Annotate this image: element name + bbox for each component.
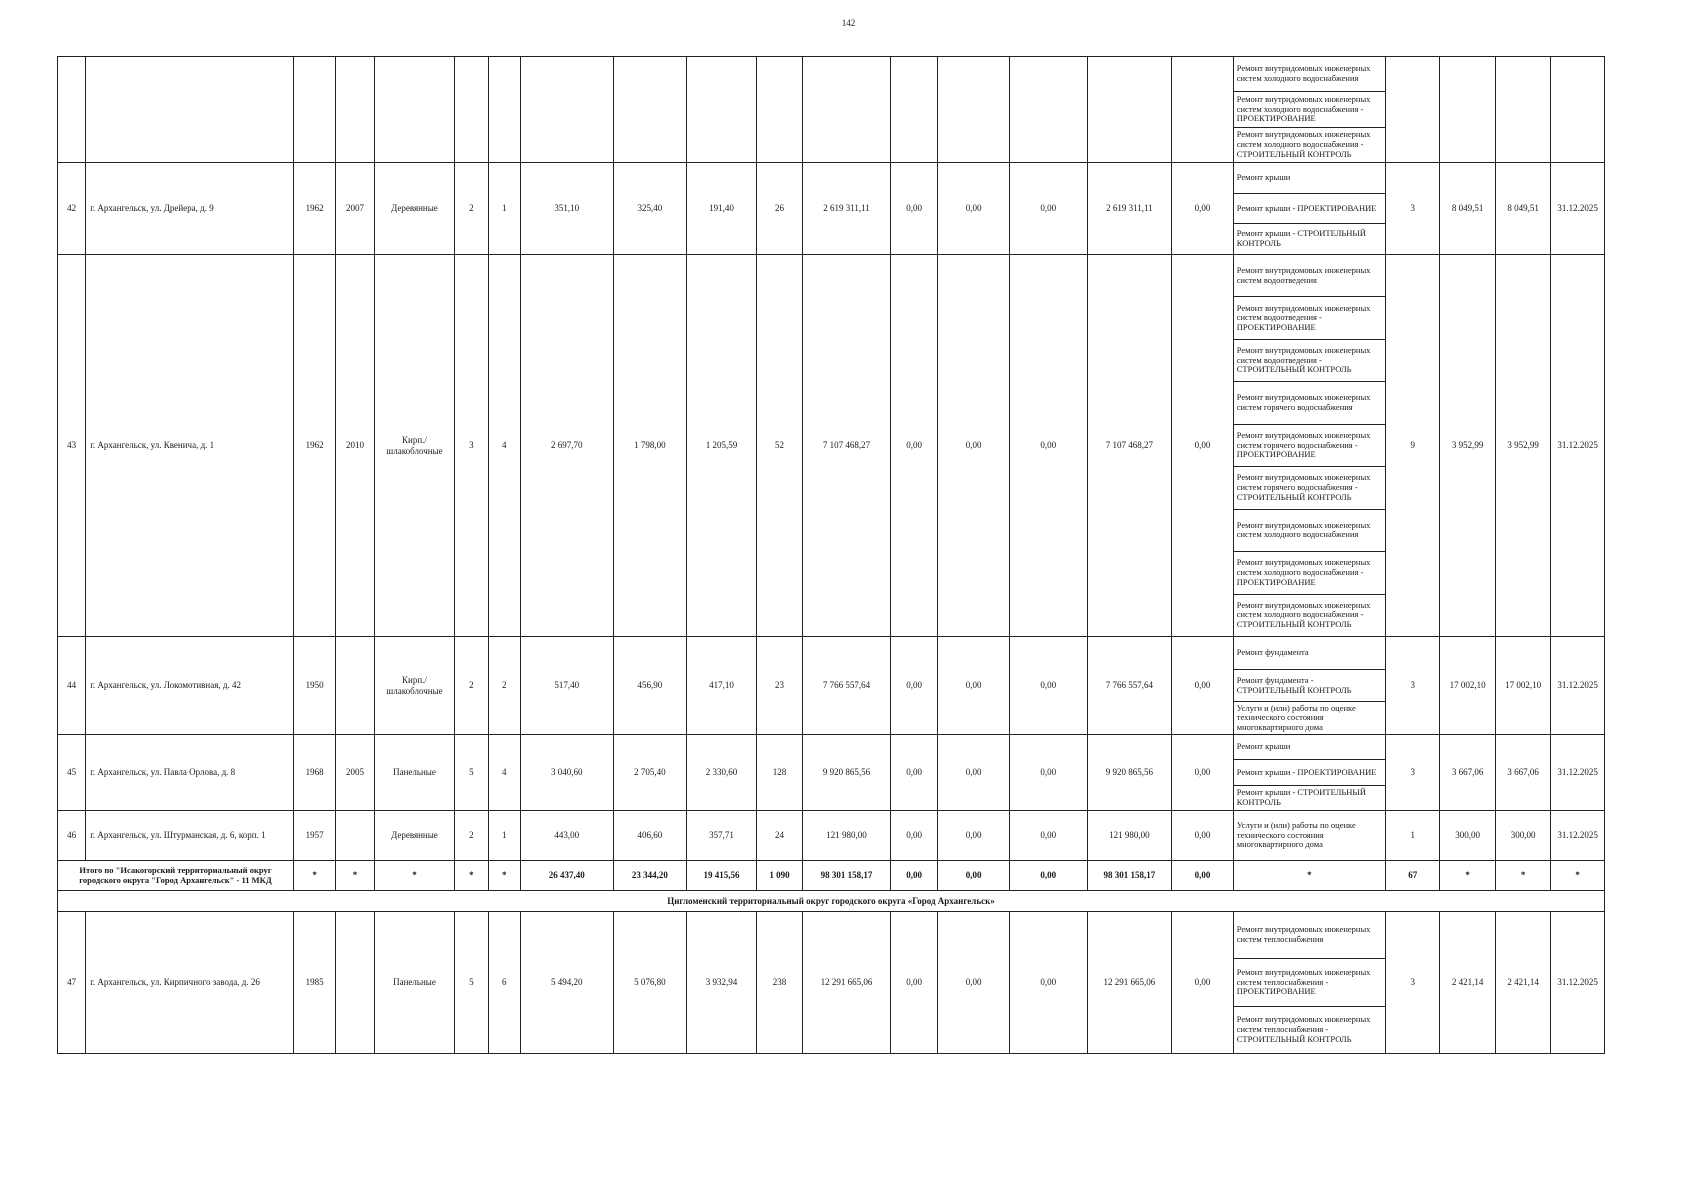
- cell-area-total: 2 697,70: [520, 255, 613, 637]
- cell-fund-owners: 9 920 865,56: [1087, 735, 1172, 811]
- cell-num: 43: [58, 255, 86, 637]
- table-row: [58, 163, 1605, 255]
- total-area-living: 23 344,20: [613, 861, 687, 891]
- total-cost-total: 98 301 158,17: [803, 861, 891, 891]
- cell-area-living: [613, 57, 687, 163]
- cell-entrances: [488, 57, 520, 163]
- cell-address: г. Архангельск, ул. Дрейера, д. 9: [86, 163, 294, 255]
- cell-fund-other: 0,00: [1172, 912, 1234, 1054]
- work-item: Ремонт внутридомовых инженерных систем водоотведения - СТРОИТЕЛЬНЫЙ КОНТРОЛЬ: [1234, 340, 1385, 382]
- total-star: *: [1233, 861, 1385, 891]
- work-item: Ремонт внутридомовых инженерных систем водоотведения - ПРОЕКТИРОВАНИЕ: [1234, 297, 1385, 339]
- cell-unit-cost: 3 667,06: [1440, 735, 1495, 811]
- cell-fund-owners: 121 980,00: [1087, 811, 1172, 861]
- cell-unit-cost-max: 2 421,14: [1495, 912, 1550, 1054]
- cell-fund-other: [1172, 57, 1234, 163]
- cell-cost-total: [803, 57, 891, 163]
- cell-cost-total: 12 291 665,06: [803, 912, 891, 1054]
- cell-unit-cost-max: 300,00: [1495, 811, 1550, 861]
- cell-address: г. Архангельск, ул. Павла Орлова, д. 8: [86, 735, 294, 811]
- work-item: Ремонт фундамента: [1234, 637, 1385, 670]
- cell-year-overhaul: 2005: [336, 735, 374, 811]
- total-fund-federal: 0,00: [890, 861, 937, 891]
- cell-fund-owners: [1087, 57, 1172, 163]
- work-item: Ремонт внутридомовых инженерных систем горячего водоснабжения: [1234, 382, 1385, 424]
- cell-fund-regional: 0,00: [938, 255, 1010, 637]
- cell-entrances: 4: [488, 735, 520, 811]
- cell-deadline: 31.12.2025: [1551, 637, 1605, 735]
- work-item: Ремонт внутридомовых инженерных систем холодного водоснабжения: [1234, 510, 1385, 552]
- cell-num: [58, 57, 86, 163]
- work-item: Ремонт крыши: [1234, 163, 1385, 194]
- cell-works: [1233, 912, 1385, 1054]
- cell-cost-total: 121 980,00: [803, 811, 891, 861]
- cell-walls: Панельные: [374, 912, 455, 1054]
- cell-work-count: 9: [1386, 255, 1440, 637]
- cell-work-count: 3: [1386, 163, 1440, 255]
- total-star: *: [293, 861, 335, 891]
- cell-area-total: 351,10: [520, 163, 613, 255]
- total-star: *: [336, 861, 374, 891]
- cell-work-count: 3: [1386, 735, 1440, 811]
- cell-unit-cost: 8 049,51: [1440, 163, 1495, 255]
- cell-walls: Деревянные: [374, 811, 455, 861]
- cell-floors: 2: [455, 163, 488, 255]
- cell-works: [1233, 735, 1385, 811]
- cell-fund-federal: 0,00: [890, 912, 937, 1054]
- cell-floors: 3: [455, 255, 488, 637]
- work-item: Ремонт внутридомовых инженерных систем теплоснабжения - СТРОИТЕЛЬНЫЙ КОНТРОЛЬ: [1236, 1014, 1371, 1044]
- cell-fund-local: 0,00: [1009, 912, 1087, 1054]
- cell-fund-other: 0,00: [1172, 811, 1234, 861]
- cell-unit-cost: 300,00: [1440, 811, 1495, 861]
- work-item: Ремонт крыши: [1234, 735, 1385, 760]
- cell-floors: 2: [455, 811, 488, 861]
- cell-fund-federal: 0,00: [890, 735, 937, 811]
- cell-year-built: 1950: [293, 637, 335, 735]
- cell-area-owned: 357,71: [687, 811, 757, 861]
- cell-year-overhaul: 2007: [336, 163, 374, 255]
- work-item: Ремонт внутридомовых инженерных систем водоотведения: [1234, 255, 1385, 297]
- cell-fund-local: 0,00: [1009, 637, 1087, 735]
- cell-unit-cost-max: 17 002,10: [1495, 637, 1550, 735]
- work-item: Ремонт внутридомовых инженерных систем холодного водоснабжения: [1234, 57, 1385, 92]
- cell-works: [1233, 163, 1385, 255]
- cell-fund-regional: 0,00: [938, 912, 1010, 1054]
- cell-address: г. Архангельск, ул. Кирпичного завода, д. 26: [86, 912, 294, 1054]
- cell-fund-owners: 7 107 468,27: [1087, 255, 1172, 637]
- cell-cost-total: 7 766 557,64: [803, 637, 891, 735]
- cell-year-overhaul: [336, 912, 374, 1054]
- table-row: [58, 255, 1605, 637]
- cell-walls: [374, 57, 455, 163]
- total-star: *: [1495, 861, 1550, 891]
- work-item: Ремонт крыши - СТРОИТЕЛЬНЫЙ КОНТРОЛЬ: [1236, 228, 1366, 249]
- cell-fund-other: 0,00: [1172, 735, 1234, 811]
- cell-entrances: 4: [488, 255, 520, 637]
- cell-address: г. Архангельск, ул. Штурманская, д. 6, корп. 1: [86, 811, 294, 861]
- cell-walls: Кирп./ шлакоблочные: [374, 255, 455, 637]
- cell-unit-cost: [1440, 57, 1495, 163]
- work-item: Ремонт внутридомовых инженерных систем теплоснабжения - ПРОЕКТИРОВАНИЕ: [1234, 959, 1385, 1006]
- cell-residents: [756, 57, 802, 163]
- cell-area-living: 2 705,40: [613, 735, 687, 811]
- total-row: [58, 861, 1605, 891]
- cell-deadline: 31.12.2025: [1551, 912, 1605, 1054]
- cell-area-total: 5 494,20: [520, 912, 613, 1054]
- total-fund-regional: 0,00: [938, 861, 1010, 891]
- cell-year-built: 1957: [293, 811, 335, 861]
- cell-fund-other: 0,00: [1172, 255, 1234, 637]
- total-star: *: [455, 861, 488, 891]
- total-label: Итого по "Исакогорский территориальный округ городского округа "Город Архангельск" - 11 МКД: [58, 861, 294, 891]
- cell-unit-cost: 3 952,99: [1440, 255, 1495, 637]
- cell-residents: 26: [756, 163, 802, 255]
- cell-year-built: 1968: [293, 735, 335, 811]
- cell-fund-owners: 12 291 665,06: [1087, 912, 1172, 1054]
- cell-area-owned: 1 205,59: [687, 255, 757, 637]
- cell-unit-cost-max: 8 049,51: [1495, 163, 1550, 255]
- cell-deadline: [1551, 57, 1605, 163]
- cell-year-overhaul: 2010: [336, 255, 374, 637]
- cell-area-owned: 3 932,94: [687, 912, 757, 1054]
- cell-fund-local: 0,00: [1009, 811, 1087, 861]
- cell-fund-local: [1009, 57, 1087, 163]
- cell-cost-total: 9 920 865,56: [803, 735, 891, 811]
- page-number: 142: [841, 18, 856, 28]
- cell-fund-local: 0,00: [1009, 255, 1087, 637]
- table-row: [58, 637, 1605, 735]
- cell-floors: 5: [455, 912, 488, 1054]
- total-star: *: [488, 861, 520, 891]
- work-item: Ремонт внутридомовых инженерных систем горячего водоснабжения - ПРОЕКТИРОВАНИЕ: [1234, 425, 1385, 467]
- work-item: Услуги и (или) работы по оценке технического состояния многоквартирного дома: [1236, 819, 1356, 850]
- cell-fund-other: 0,00: [1172, 637, 1234, 735]
- work-item: Ремонт крыши - СТРОИТЕЛЬНЫЙ КОНТРОЛЬ: [1236, 787, 1366, 807]
- cell-year-overhaul: [336, 637, 374, 735]
- work-item: Ремонт внутридомовых инженерных систем холодного водоснабжения - СТРОИТЕЛЬНЫЙ КОНТРОЛЬ: [1236, 129, 1371, 159]
- cell-entrances: 2: [488, 637, 520, 735]
- cell-fund-regional: 0,00: [938, 811, 1010, 861]
- work-item: Ремонт крыши - ПРОЕКТИРОВАНИЕ: [1234, 194, 1385, 225]
- cell-work-count: 3: [1386, 637, 1440, 735]
- work-item: Ремонт внутридомовых инженерных систем теплоснабжения: [1234, 912, 1385, 959]
- work-item: Ремонт внутридомовых инженерных систем горячего водоснабжения - СТРОИТЕЛЬНЫЙ КОНТРОЛЬ: [1234, 467, 1385, 509]
- section-title: Цигломенский территориальный округ городского округа «Город Архангельск»: [58, 891, 1605, 912]
- work-item: Ремонт фундамента - СТРОИТЕЛЬНЫЙ КОНТРОЛЬ: [1234, 670, 1385, 703]
- cell-deadline: 31.12.2025: [1551, 163, 1605, 255]
- cell-deadline: 31.12.2025: [1551, 811, 1605, 861]
- cell-address: г. Архангельск, ул. Локомотивная, д. 42: [86, 637, 294, 735]
- cell-walls: Панельные: [374, 735, 455, 811]
- cell-deadline: 31.12.2025: [1551, 255, 1605, 637]
- table-row: [58, 57, 1605, 163]
- total-star: *: [1440, 861, 1495, 891]
- cell-area-total: 443,00: [520, 811, 613, 861]
- table-row: [58, 912, 1605, 1054]
- total-fund-owners: 98 301 158,17: [1087, 861, 1172, 891]
- total-fund-other: 0,00: [1172, 861, 1234, 891]
- cell-entrances: 6: [488, 912, 520, 1054]
- cell-residents: 238: [756, 912, 802, 1054]
- cell-works: [1233, 255, 1385, 637]
- table-body: [58, 57, 1605, 1054]
- cell-area-total: [520, 57, 613, 163]
- cell-works: [1233, 57, 1385, 163]
- cell-fund-federal: [890, 57, 937, 163]
- cell-fund-local: 0,00: [1009, 163, 1087, 255]
- cell-fund-regional: 0,00: [938, 735, 1010, 811]
- cell-unit-cost-max: [1495, 57, 1550, 163]
- work-item: Ремонт внутридомовых инженерных систем холодного водоснабжения - ПРОЕКТИРОВАНИЕ: [1234, 552, 1385, 594]
- cell-walls: Деревянные: [374, 163, 455, 255]
- cell-work-count: 1: [1386, 811, 1440, 861]
- total-fund-local: 0,00: [1009, 861, 1087, 891]
- cell-fund-regional: [938, 57, 1010, 163]
- cell-year-overhaul: [336, 57, 374, 163]
- work-item: Услуги и (или) работы по оценке технического состояния многоквартирного дома: [1236, 702, 1356, 733]
- cell-cost-total: 2 619 311,11: [803, 163, 891, 255]
- work-item: Ремонт внутридомовых инженерных систем холодного водоснабжения - ПРОЕКТИРОВАНИЕ: [1234, 92, 1385, 127]
- cell-year-built: 1962: [293, 255, 335, 637]
- work-item: Ремонт внутридомовых инженерных систем холодного водоснабжения - СТРОИТЕЛЬНЫЙ КОНТРОЛЬ: [1236, 599, 1371, 630]
- total-area-owned: 19 415,56: [687, 861, 757, 891]
- cell-area-total: 3 040,60: [520, 735, 613, 811]
- cell-area-living: 456,90: [613, 637, 687, 735]
- cell-fund-federal: 0,00: [890, 255, 937, 637]
- cell-num: 45: [58, 735, 86, 811]
- total-star: *: [1551, 861, 1605, 891]
- cell-year-built: [293, 57, 335, 163]
- cell-works: [1233, 637, 1385, 735]
- cell-unit-cost: 2 421,14: [1440, 912, 1495, 1054]
- cell-floors: [455, 57, 488, 163]
- cell-num: 44: [58, 637, 86, 735]
- cell-area-owned: 2 330,60: [687, 735, 757, 811]
- cell-area-living: 406,60: [613, 811, 687, 861]
- cell-area-owned: [687, 57, 757, 163]
- cell-num: 47: [58, 912, 86, 1054]
- cell-residents: 52: [756, 255, 802, 637]
- cell-deadline: 31.12.2025: [1551, 735, 1605, 811]
- cell-fund-federal: 0,00: [890, 811, 937, 861]
- cell-unit-cost-max: 3 667,06: [1495, 735, 1550, 811]
- cell-fund-federal: 0,00: [890, 637, 937, 735]
- cell-area-living: 325,40: [613, 163, 687, 255]
- total-star: *: [374, 861, 455, 891]
- total-residents: 1 090: [756, 861, 802, 891]
- work-item: Ремонт крыши - ПРОЕКТИРОВАНИЕ: [1234, 760, 1385, 785]
- cell-work-count: [1386, 57, 1440, 163]
- cell-address: г. Архангельск, ул. Квенича, д. 1: [86, 255, 294, 637]
- cell-area-owned: 417,10: [687, 637, 757, 735]
- cell-entrances: 1: [488, 163, 520, 255]
- cell-floors: 5: [455, 735, 488, 811]
- table-row: [58, 811, 1605, 861]
- cell-entrances: 1: [488, 811, 520, 861]
- cell-cost-total: 7 107 468,27: [803, 255, 891, 637]
- cell-area-total: 517,40: [520, 637, 613, 735]
- cell-residents: 128: [756, 735, 802, 811]
- capital-repair-table: [57, 56, 1605, 1054]
- cell-fund-federal: 0,00: [890, 163, 937, 255]
- cell-num: 46: [58, 811, 86, 861]
- cell-works: [1233, 811, 1385, 861]
- cell-year-built: 1985: [293, 912, 335, 1054]
- cell-address: [86, 57, 294, 163]
- cell-fund-local: 0,00: [1009, 735, 1087, 811]
- cell-fund-other: 0,00: [1172, 163, 1234, 255]
- cell-num: 42: [58, 163, 86, 255]
- cell-fund-owners: 7 766 557,64: [1087, 637, 1172, 735]
- cell-area-living: 5 076,80: [613, 912, 687, 1054]
- cell-fund-regional: 0,00: [938, 637, 1010, 735]
- cell-residents: 24: [756, 811, 802, 861]
- cell-walls: Кирп./ шлакоблочные: [374, 637, 455, 735]
- cell-area-living: 1 798,00: [613, 255, 687, 637]
- cell-fund-owners: 2 619 311,11: [1087, 163, 1172, 255]
- cell-unit-cost: 17 002,10: [1440, 637, 1495, 735]
- cell-unit-cost-max: 3 952,99: [1495, 255, 1550, 637]
- cell-area-owned: 191,40: [687, 163, 757, 255]
- total-area-total: 26 437,40: [520, 861, 613, 891]
- section-header-row: [58, 891, 1605, 912]
- cell-year-built: 1962: [293, 163, 335, 255]
- cell-fund-regional: 0,00: [938, 163, 1010, 255]
- cell-work-count: 3: [1386, 912, 1440, 1054]
- cell-residents: 23: [756, 637, 802, 735]
- cell-floors: 2: [455, 637, 488, 735]
- total-work-count: 67: [1386, 861, 1440, 891]
- table-row: [58, 735, 1605, 811]
- cell-year-overhaul: [336, 811, 374, 861]
